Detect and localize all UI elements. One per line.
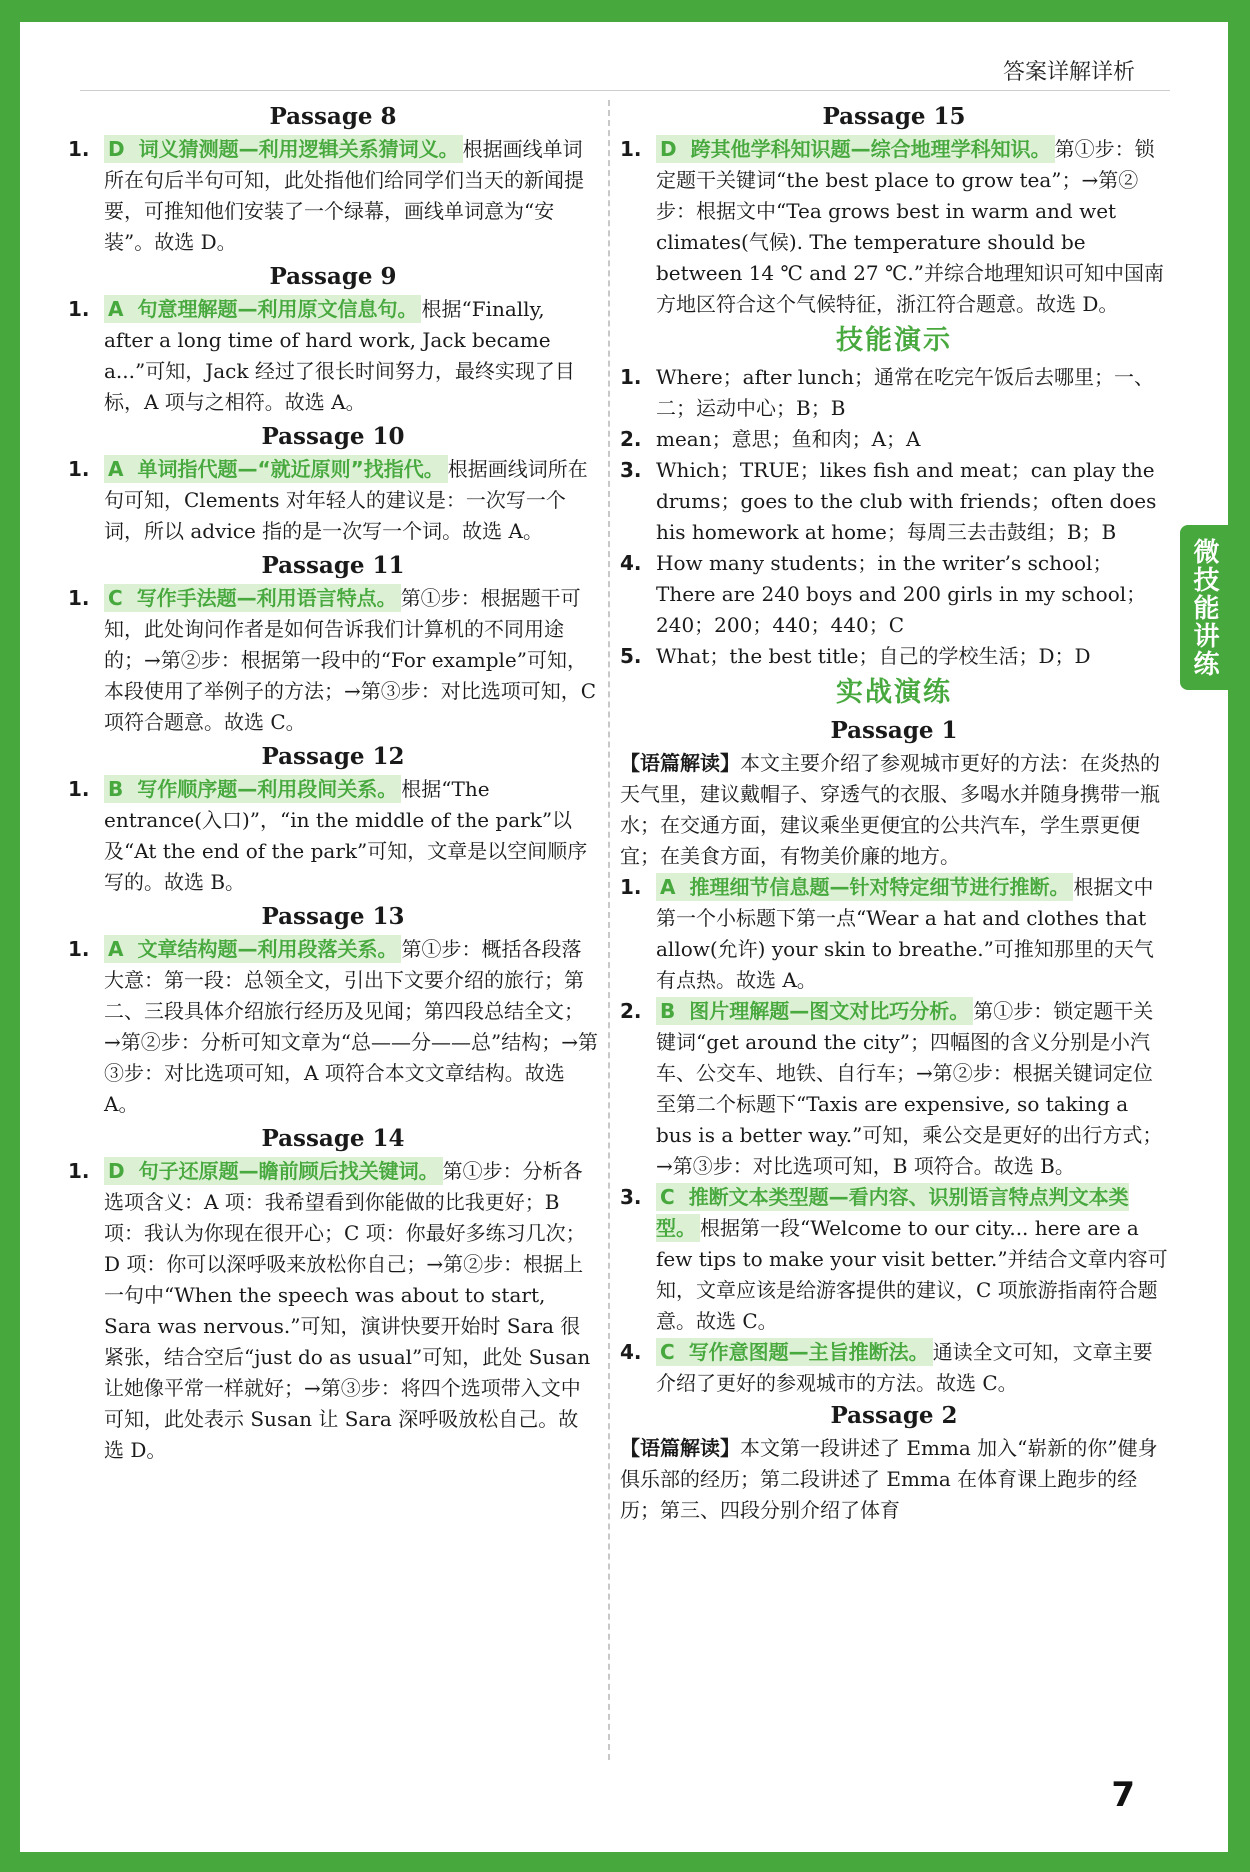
- question-number: 1.: [68, 457, 90, 481]
- explanation: 根据画线词所在句可知，Clements 对年轻人的建议是：一次写一个词，所以 advice 指的是一次写一个词。故选 A。: [104, 457, 588, 543]
- answer-letter: A: [108, 297, 124, 321]
- question-type: 推断文本类型题—看内容、识别语言特点判文本类型。: [656, 1185, 1129, 1240]
- passage-title: Passage 13: [261, 903, 405, 930]
- passage-title: Passage 11: [261, 552, 405, 579]
- explanation: 根据“The entrance(入口)”，“in the middle of the park”以及“At the end of the park”可知，文章是以空间顺序写的。故选 B。: [104, 777, 588, 894]
- question-number: 4.: [620, 1340, 642, 1364]
- question-number: 1.: [68, 1159, 90, 1183]
- question-number: 1.: [68, 297, 90, 321]
- passage-title: Passage 9: [269, 263, 397, 290]
- list-item: [620, 362, 1168, 424]
- passage-intro: [620, 1433, 1168, 1526]
- answer-letter: A: [108, 937, 124, 961]
- list-item: [620, 455, 1168, 548]
- question-number: 2.: [620, 999, 642, 1023]
- passage-9: [68, 260, 598, 418]
- item-text: Where；after lunch；通常在吃完午饭后去哪里；一、二；运动中心；B；B: [656, 365, 1155, 420]
- list-item: [620, 424, 1168, 455]
- column-divider: [608, 100, 610, 1760]
- intro-tag: 【语篇解读】: [620, 751, 740, 775]
- explanation: 第①步：分析各选项含义：A 项：我希望看到你能做的比我更好；B 项：我认为你现在很开心；C 项：你最好多练习几次；D 项：你可以深呼吸来放松你自己；→第②步：根据上一句中“When the speech was about to start, Sara was nervous.”可知，演讲快要开始时 Sara 很紧张，结合空后“just do as usual”可知，此处 Susan 让她像平常一样就好；→第③步：将四个选项带入文中可知，此处表示 Susan 让 Sara 深呼吸放松自己。故选 D。: [104, 1159, 591, 1462]
- section-title-skills: 技能演示: [836, 325, 952, 356]
- item-number: 5.: [620, 644, 642, 668]
- passage-12: [68, 740, 598, 898]
- item-text: What；the best title；自己的学校生活；D；D: [656, 644, 1091, 668]
- item-text: Which；TRUE；likes fish and meat；can play the drums；goes to the club with friends；often does his homework at home；每周三去击鼓组；B；B: [656, 458, 1157, 544]
- question-number: 1.: [620, 137, 642, 161]
- question-item: [68, 454, 598, 547]
- question-type: 跨其他学科知识题—综合地理学科知识。: [690, 137, 1051, 161]
- question-type: 单词指代题—“就近原则”找指代。: [137, 457, 444, 481]
- question-type: 推理细节信息题—针对特定细节进行推断。: [689, 875, 1070, 899]
- explanation: 第①步：概括各段落大意：第一段：总领全文，引出下文要介绍的旅行；第二、三段具体介绍旅行经历及见闻；第四段总结全文；→第②步：分析可知文章为“总——分——总”结构；→第③步：对比选项可知，A 项符合本文文章结构。故选 A。: [104, 937, 598, 1116]
- question-type: 写作顺序题—利用段间关系。: [137, 777, 398, 801]
- passage-title: Passage 1: [830, 717, 958, 744]
- question-number: 1.: [68, 137, 90, 161]
- explanation: 第①步：锁定题干关键词“the best place to grow tea”；→第②步：根据文中“Tea grows best in warm and wet climates(气候). The temperature should be between 14 ℃ and 27 ℃.”并综合地理知识可知中国南方地区符合这个气候特征，浙江符合题意。故选 D。: [656, 137, 1164, 316]
- bottom-border: [0, 1854, 1250, 1872]
- practice-passage-1: [620, 714, 1168, 1399]
- question-item: [68, 934, 598, 1120]
- answer-letter: A: [108, 457, 124, 481]
- question-type: 词义猜测题—利用逻辑关系猜词义。: [138, 137, 459, 161]
- answer-letter: D: [108, 1159, 125, 1183]
- page-number: 7: [1111, 1775, 1135, 1815]
- answer-letter: A: [660, 875, 676, 899]
- passage-title: Passage 8: [269, 103, 397, 130]
- question-type: 图片理解题—图文对比巧分析。: [689, 999, 970, 1023]
- intro-tag: 【语篇解读】: [620, 1436, 740, 1460]
- item-text: mean；意思；鱼和肉；A；A: [656, 427, 921, 451]
- list-item: [620, 641, 1168, 672]
- question-item: [620, 134, 1168, 320]
- question-number: 1.: [68, 937, 90, 961]
- list-item: [620, 548, 1168, 641]
- side-tab: 微技能讲练: [1180, 525, 1228, 690]
- question-number: 1.: [620, 875, 642, 899]
- passage-title: Passage 12: [261, 743, 405, 770]
- answer-letter: C: [660, 1185, 675, 1209]
- question-type: 文章结构题—利用段落关系。: [137, 937, 398, 961]
- question-item: [620, 1182, 1168, 1337]
- passage-title: Passage 10: [261, 423, 405, 450]
- passage-title: Passage 2: [830, 1402, 958, 1429]
- passage-10: [68, 420, 598, 547]
- question-item: [68, 294, 598, 418]
- question-item: [68, 1156, 598, 1466]
- section-title-practice: 实战演练: [836, 677, 952, 708]
- explanation: 根据“Finally, after a long time of hard work, Jack became a...”可知，Jack 经过了很长时间努力，最终实现了目标，A 项与之相符。故选 A。: [104, 297, 575, 414]
- right-border: [1228, 0, 1250, 1872]
- answer-letter: D: [660, 137, 677, 161]
- explanation: 根据画线单词所在句后半句可知，此处指他们给同学们当天的新闻提要，可推知他们安装了一个绿幕，画线单词意为“安装”。故选 D。: [104, 137, 584, 254]
- passage-title: Passage 14: [261, 1125, 405, 1152]
- explanation: 通读全文可知，文章主要介绍了更好的参观城市的方法。故选 C。: [656, 1340, 1153, 1395]
- question-type: 写作意图题—主旨推断法。: [688, 1340, 929, 1364]
- question-number: 1.: [68, 586, 90, 610]
- intro-text: 本文第一段讲述了 Emma 加入“崭新的你”健身俱乐部的经历；第二段讲述了 Emma 在体育课上跑步的经历；第三、四段分别介绍了体育: [620, 1436, 1158, 1522]
- explanation: 第①步：锁定题干关键词“get around the city”；四幅图的含义分别是小汽车、公交车、地铁、自行车；→第②步：根据关键词定位至第二个标题下“Taxis are expensive, so taking a bus is a better way.”可知，乘公交是更好的出行方式；→第③步：对比选项可知，B 项符合。故选 B。: [656, 999, 1163, 1178]
- question-item: [68, 583, 598, 738]
- left-border: [0, 0, 20, 1872]
- passage-14: [68, 1122, 598, 1466]
- passage-13: [68, 900, 598, 1120]
- answer-letter: B: [108, 777, 124, 801]
- question-type: 句意理解题—利用原文信息句。: [137, 297, 418, 321]
- practice-passage-2: [620, 1399, 1168, 1526]
- answer-letter: C: [108, 586, 123, 610]
- header-rule: [80, 90, 1170, 91]
- question-number: 3.: [620, 1185, 642, 1209]
- passage-15: [620, 100, 1168, 320]
- right-column: [620, 100, 1168, 1526]
- question-item: [620, 996, 1168, 1182]
- explanation: 第①步：根据题干可知，此处询问作者是如何告诉我们计算机的不同用途的；→第②步：根据第一段中的“For example”可知，本段使用了举例子的方法；→第③步：对比选项可知，C 项符合题意。故选 C。: [104, 586, 597, 734]
- skills-list: [620, 362, 1168, 672]
- question-item: [620, 872, 1168, 996]
- item-number: 1.: [620, 365, 642, 389]
- passage-intro: [620, 748, 1168, 872]
- answer-letter: C: [660, 1340, 675, 1364]
- passage-11: [68, 549, 598, 738]
- item-number: 4.: [620, 551, 642, 575]
- left-column: [68, 100, 598, 1466]
- question-type: 写作手法题—利用语言特点。: [136, 586, 397, 610]
- question-type: 句子还原题—瞻前顾后找关键词。: [138, 1159, 439, 1183]
- answer-letter: D: [108, 137, 125, 161]
- explanation: 根据第一段“Welcome to our city... here are a few tips to make your visit better.”并结合文章内容可知，文章应该是给游客提供的建议，C 项旅游指南符合题意。故选 C。: [656, 1216, 1168, 1333]
- header-title: 答案详解详析: [1002, 60, 1135, 85]
- explanation: 根据文中第一个小标题下第一点“Wear a hat and clothes that allow(允许) your skin to breathe.”可推知那里的天气有点热。故选 A。: [656, 875, 1154, 992]
- question-number: 1.: [68, 777, 90, 801]
- question-item: [68, 134, 598, 258]
- passage-title: Passage 15: [822, 103, 966, 130]
- question-item: [620, 1337, 1168, 1399]
- item-number: 3.: [620, 458, 642, 482]
- item-number: 2.: [620, 427, 642, 451]
- passage-8: [68, 100, 598, 258]
- item-text: How many students；in the writer’s school；There are 240 boys and 200 girls in my school；240；200；440；440；C: [656, 551, 1147, 637]
- top-border: [0, 0, 1250, 22]
- question-item: [68, 774, 598, 898]
- answer-letter: B: [660, 999, 676, 1023]
- intro-text: 本文主要介绍了参观城市更好的方法：在炎热的天气里，建议戴帽子、穿透气的衣服、多喝水并随身携带一瓶水；在交通方面，建议乘坐更便宜的公共汽车，学生票更便宜；在美食方面，有物美价廉的地方。: [620, 751, 1160, 868]
